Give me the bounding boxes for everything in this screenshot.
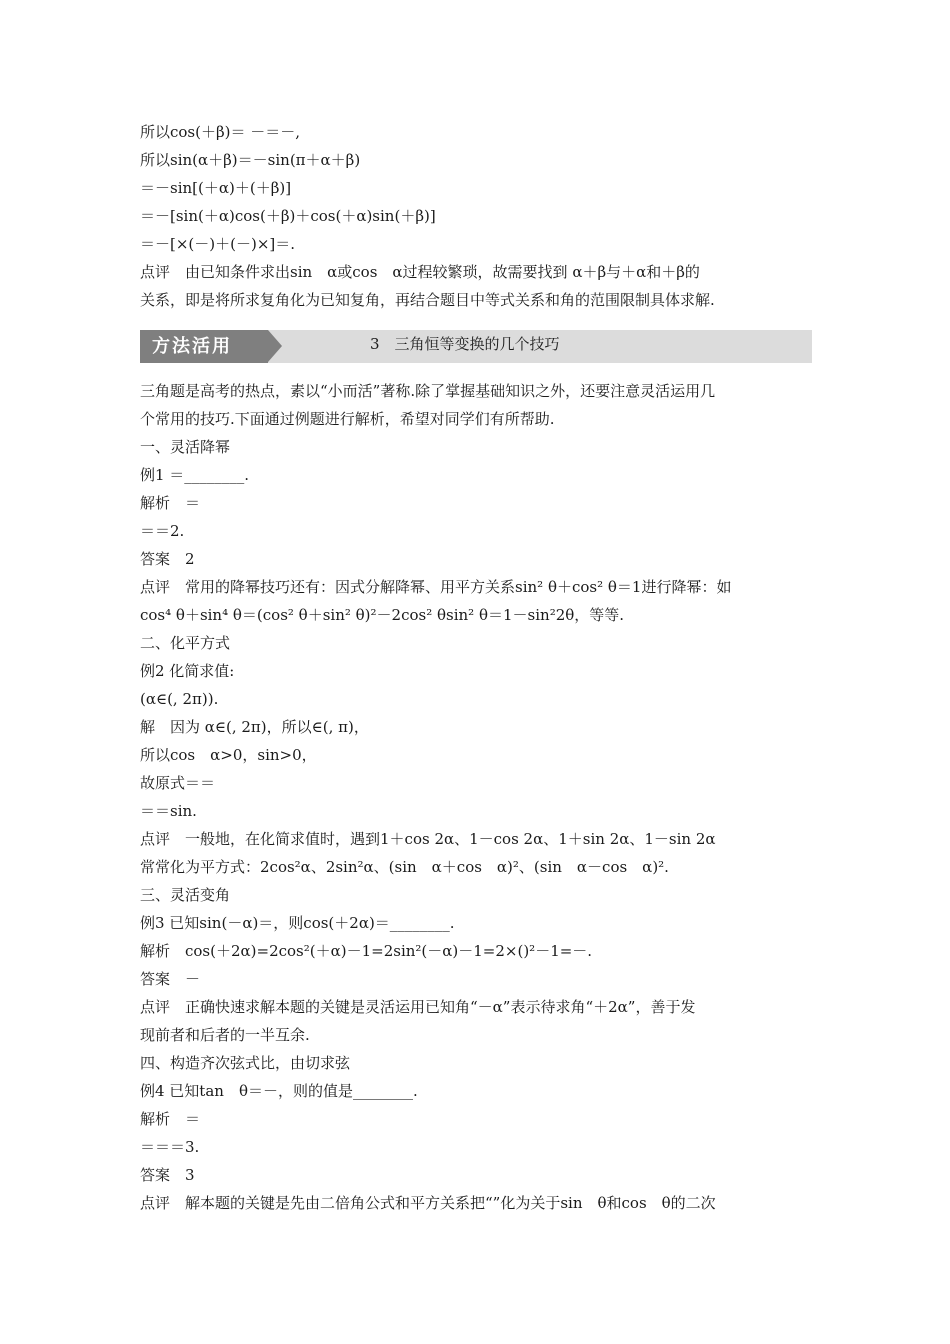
text-line: 答案 3 (140, 1166, 195, 1184)
text-line: 四、构造齐次弦式比，由切求弦 (140, 1054, 351, 1072)
banner-tag: 方法活用 (140, 330, 268, 363)
text-line: 三、灵活变角 (140, 886, 231, 904)
text-line: 点评 一般地，在化简求值时，遇到1＋cos 2α、1－cos 2α、1＋sin 2α、1－sin 2α (140, 830, 716, 848)
text-line: 例4 已知tan θ＝－，则的值是________. (140, 1082, 418, 1100)
text-line: 二、化平方式 (140, 634, 231, 652)
text-line: 常常化为平方式：2cos²α、2sin²α、(sin α＋cos α)²、(sin α－cos α)². (140, 858, 669, 876)
text-line: ＝－[×(－)＋(－)×]＝. (140, 235, 296, 253)
banner-title: 3 三角恒等变换的几个技巧 (370, 335, 560, 353)
text-line: 解析 ＝ (140, 494, 201, 512)
section-banner (140, 330, 812, 363)
text-line: 答案 2 (140, 550, 195, 568)
text-line: ＝＝sin. (140, 802, 197, 820)
text-line: 所以cos(＋β)＝ －＝－, (140, 123, 301, 141)
text-line: 例2 化简求值: (140, 662, 235, 680)
text-line: 答案 － (140, 970, 201, 988)
text-line: 点评 正确快速求解本题的关键是灵活运用已知角“－α”表示待求角“＋2α”，善于发 (140, 998, 696, 1016)
text-line: ＝－[sin(＋α)cos(＋β)＋cos(＋α)sin(＋β)] (140, 207, 436, 225)
content-column (140, 118, 812, 1217)
text-line: 例3 已知sin(－α)＝，则cos(＋2α)＝________. (140, 914, 455, 932)
text-line: 点评 由已知条件求出sin α或cos α过程较繁琐，故需要找到 α＋β与＋α和＋β的 (140, 263, 700, 281)
text-line: 解析 cos(＋2α)=2cos²(＋α)－1=2sin²(－α)－1=2×()²－1=－. (140, 942, 593, 960)
text-line: 点评 解本题的关键是先由二倍角公式和平方关系把“”化为关于sin θ和cos θ的二次 (140, 1194, 716, 1212)
text-line: 个常用的技巧.下面通过例题进行解析，希望对同学们有所帮助. (140, 410, 555, 428)
text-line: 三角题是高考的热点，素以“小而活”著称.除了掌握基础知识之外，还要注意灵活运用几 (140, 382, 716, 400)
text-line: ＝＝＝3. (140, 1138, 200, 1156)
text-line: 一、灵活降幂 (140, 438, 231, 456)
previous-solution (140, 118, 812, 314)
text-line: 所以sin(α＋β)＝－sin(π＋α＋β) (140, 151, 361, 169)
text-line: 故原式＝＝ (140, 774, 216, 792)
text-line: cos⁴ θ＋sin⁴ θ＝(cos² θ＋sin² θ)²－2cos² θsin² θ＝1－sin²2θ，等等. (140, 606, 625, 624)
text-line: ＝＝2. (140, 522, 185, 540)
text-line: 现前者和后者的一半互余. (140, 1026, 310, 1044)
text-line: 解析 ＝ (140, 1110, 201, 1128)
article-body (140, 377, 812, 1217)
text-line: ＝－sin[(＋α)＋(＋β)] (140, 179, 292, 197)
text-line: 点评 常用的降幂技巧还有：因式分解降幂、用平方关系sin² θ＋cos² θ＝1进行降幂：如 (140, 578, 732, 596)
text-line: 所以cos α>0，sin>0， (140, 746, 317, 764)
text-line: 关系，即是将所求复角化为已知复角，再结合题目中等式关系和角的范围限制具体求解. (140, 291, 715, 309)
text-line: 解 因为 α∈(, 2π)，所以∈(, π)， (140, 718, 369, 736)
text-line: 例1 ＝________. (140, 466, 250, 484)
text-line: (α∈(, 2π)). (140, 690, 219, 708)
